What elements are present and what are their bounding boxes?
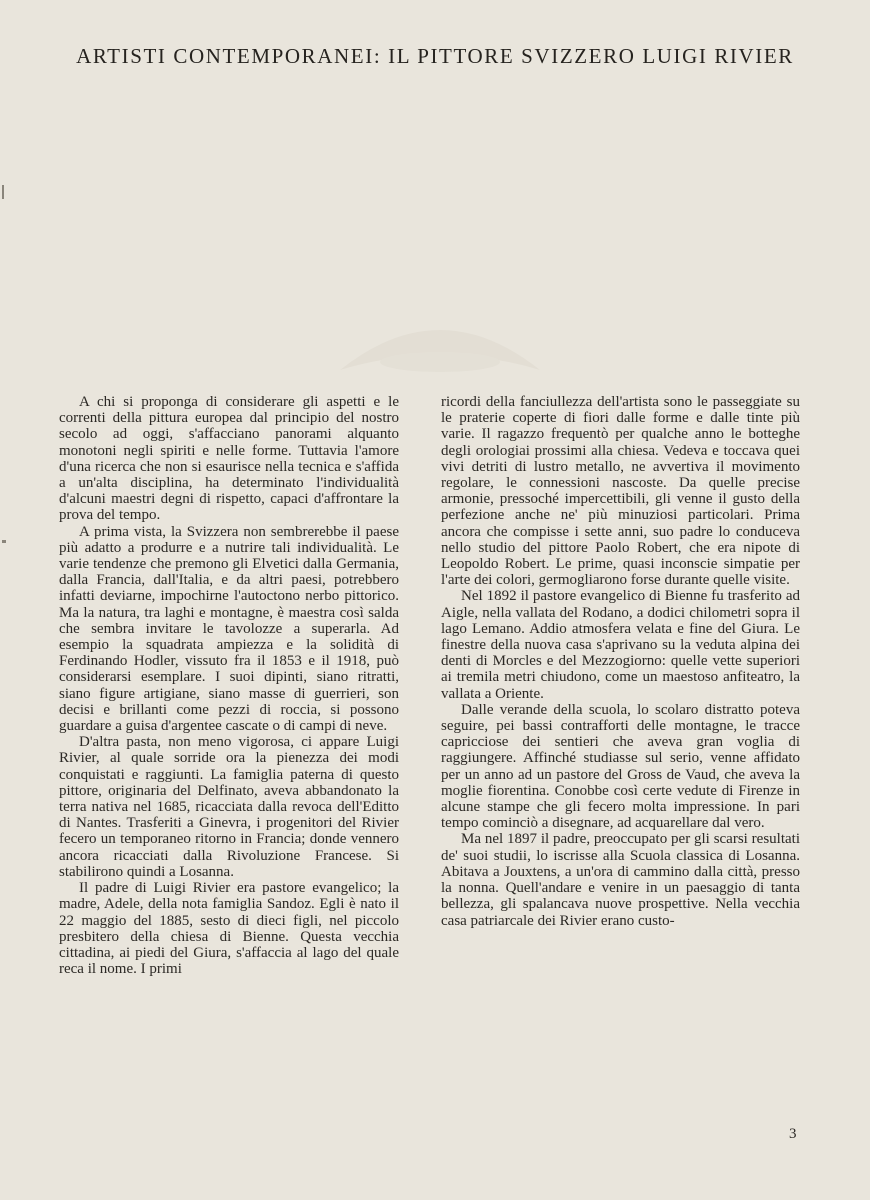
paragraph: Il padre di Luigi Rivier era pastore evangelico; la madre, Adele, della nota famiglia Sandoz. Egli è nato il 22 maggio del 1885, sesto di dieci figli, nel piccolo presbitero della chiesa di Bienne. Questa vecchia cittadina, ai piedi del Giura, s'affaccia al lago del quale reca il nome. I primi (59, 880, 399, 978)
page-title: ARTISTI CONTEMPORANEI: IL PITTORE SVIZZERO LUIGI RIVIER (76, 44, 794, 68)
paragraph: ricordi della fanciullezza dell'artista sono le passeggiate su le praterie coperte di fiori dalle forme e dalle tinte più varie. Il ragazzo frequentò per qualche anno le botteghe degli orologiai prossimi alla chiesa. Vedeva e toccava quei vivi detriti di lustro metallo, ne avvertiva il movimento regolare, le connessioni nascoste. Da quelle precise armonie, pressoché impercettibili, gli venne il gusto della perfezione anche ne' più minuziosi particolari. Prima ancora che compisse i sette anni, suo padre lo conduceva nello studio del pittore Paolo Robert, che era nipote di Leopoldo Robert. Le prime, quasi inconscie simpatie per l'arte dei colori, germogliarono forse durante quelle visite. (441, 394, 800, 589)
watermark-emblem (330, 300, 550, 390)
edge-mark (2, 540, 6, 543)
paragraph: Ma nel 1897 il padre, preoccupato per gli scarsi resultati de' suoi studii, lo iscrisse alla Scuola classica di Losanna. Abitava a Jouxtens, a un'ora di cammino dalla città, presso la nonna. Quell'andare e venire in un paesaggio di tanta bellezza, gli spalancava nuove prospettive. Nella vecchia casa patriarcale dei Rivier erano custo- (441, 831, 800, 929)
page-number: 3 (789, 1126, 797, 1142)
text-column-right (441, 394, 800, 929)
paragraph: Dalle verande della scuola, lo scolaro distratto poteva seguire, pei bassi contrafforti delle montagne, le tracce capricciose dei sentieri che aveva gran voglia di raggiungere. Affinché studiasse sul serio, venne affidato per un anno ad un pastore del Gross de Vaud, che aveva la moglie fiorentina. Conobbe così certe vedute di Firenze in alcune stampe che gli fecero molta impressione. In pari tempo cominciò a disegnare, ad acquarellare dal vero. (441, 701, 800, 832)
text-column-left (59, 394, 399, 977)
paragraph: Nel 1892 il pastore evangelico di Bienne fu trasferito ad Aigle, nella vallata del Rodano, a dodici chilometri sopra il lago Lemano. Addio atmosfera velata e fine del Giura. Le finestre della nuova casa s'aprivano su la veduta alpina dei denti di Morcles e del Mezzogiorno: quelle vette superiori ai tremila metri chiudono, come un maestoso anfiteatro, la vallata a Oriente. (441, 588, 800, 702)
paragraph: D'altra pasta, non meno vigorosa, ci appare Luigi Rivier, al quale sorride ora la pienezza dei modi conquistati e raggiunti. La famiglia paterna di questo pittore, originaria del Delfinato, aveva abbandonato la terra nativa nel 1685, ricacciata dalla revoca dell'Editto di Nantes. Trasferiti a Ginevra, i progenitori del Rivier fecero un temporaneo ritorno in Francia; donde vennero ancora ricacciati dalla Rivoluzione Francese. Si stabilirono quindi a Losanna. (59, 734, 399, 880)
edge-mark (2, 185, 4, 199)
paragraph: A chi si proponga di considerare gli aspetti e le correnti della pittura europea dal principio del nostro secolo ad oggi, s'affacciano panorami alquanto monotoni negli spiriti e nelle forme. Tuttavia l'amore d'una ricerca che non si esaurisce nella tecnica e s'affida a un'alta disciplina, ha determinato l'individualità d'alcuni maestri degni di rispetto, capaci d'affrontare la prova del tempo. (59, 394, 399, 524)
paragraph: A prima vista, la Svizzera non sembrerebbe il paese più adatto a produrre e a nutrire tali individualità. Le varie tendenze che premono gli Elvetici dalla Germania, dalla Francia, dall'Italia, e da altri paesi, potrebbero infatti deviarne, impochirne l'autoctono nerbo pittorico. Ma la natura, tra laghi e montagne, è maestra così salda che sembra invitare le tavolozze a superarla. Ad esempio la squadrata ampiezza e la solidità di Ferdinando Hodler, vissuto fra il 1853 e il 1918, può considerarsi esemplare. I suoi dipinti, siano ritratti, siano figure artigiane, siano masse di guerrieri, son decisi e brillanti come pezzi di roccia, si possono guardare a guisa d'argentee cascate o di campi di neve. (59, 523, 399, 735)
